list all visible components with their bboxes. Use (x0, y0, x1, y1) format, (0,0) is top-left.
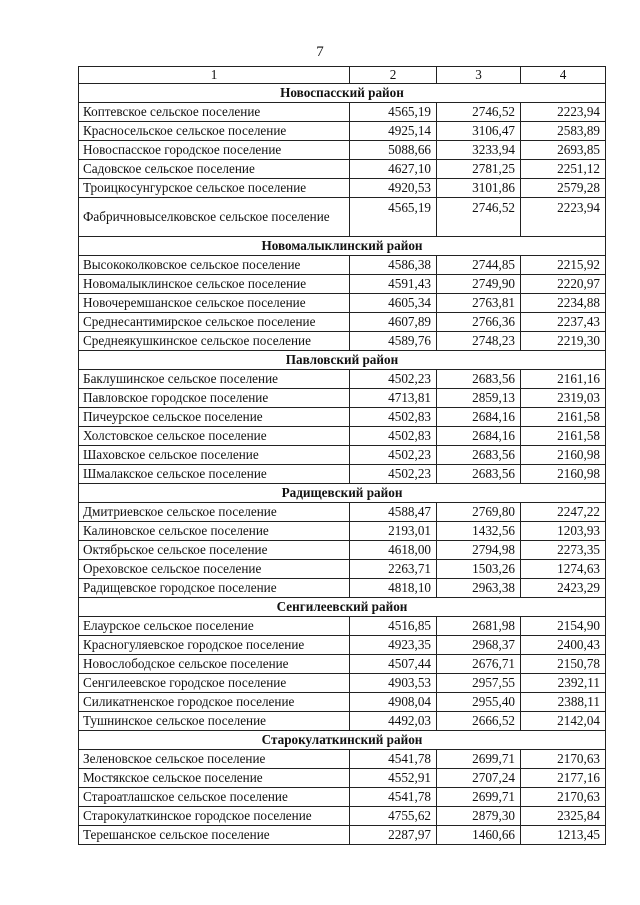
value-col-4: 2170,63 (521, 788, 606, 807)
value-col-2: 4565,19 (350, 103, 437, 122)
value-col-2: 4541,78 (350, 750, 437, 769)
value-col-2: 4908,04 (350, 693, 437, 712)
table-row (79, 541, 606, 560)
value-col-2: 4591,43 (350, 275, 437, 294)
value-col-2: 4565,19 (350, 198, 437, 237)
settlement-name: Старокулаткинское городское поселение (79, 807, 350, 826)
value-col-4: 2215,92 (521, 256, 606, 275)
settlement-name: Тушнинское сельское поселение (79, 712, 350, 731)
value-col-4: 2170,63 (521, 750, 606, 769)
settlement-name: Елаурское сельское поселение (79, 617, 350, 636)
settlement-name: Шмалакское сельское поселение (79, 465, 350, 484)
settlement-name: Октябрьское сельское поселение (79, 541, 350, 560)
settlement-name: Новоспасское городское поселение (79, 141, 350, 160)
value-col-2: 4713,81 (350, 389, 437, 408)
table-row (79, 122, 606, 141)
value-col-4: 2219,30 (521, 332, 606, 351)
table-row (79, 465, 606, 484)
column-header: 2 (350, 67, 437, 84)
value-col-3: 2744,85 (437, 256, 521, 275)
table-row (79, 370, 606, 389)
table-row (79, 389, 606, 408)
value-col-2: 4818,10 (350, 579, 437, 598)
value-col-4: 2388,11 (521, 693, 606, 712)
value-col-4: 2161,58 (521, 427, 606, 446)
settlement-name: Ореховское сельское поселение (79, 560, 350, 579)
value-col-2: 2193,01 (350, 522, 437, 541)
value-col-2: 4618,00 (350, 541, 437, 560)
value-col-2: 2263,71 (350, 560, 437, 579)
value-col-2: 4516,85 (350, 617, 437, 636)
value-col-2: 4589,76 (350, 332, 437, 351)
value-col-4: 2319,03 (521, 389, 606, 408)
value-col-4: 1213,45 (521, 826, 606, 845)
value-col-4: 2251,12 (521, 160, 606, 179)
value-col-3: 3106,47 (437, 122, 521, 141)
value-col-2: 4920,53 (350, 179, 437, 198)
settlement-name: Староатлашское сельское поселение (79, 788, 350, 807)
value-col-2: 4903,53 (350, 674, 437, 693)
settlement-name: Павловское городское поселение (79, 389, 350, 408)
table-row (79, 807, 606, 826)
value-col-2: 4588,47 (350, 503, 437, 522)
value-col-3: 2676,71 (437, 655, 521, 674)
value-col-3: 2968,37 (437, 636, 521, 655)
value-col-3: 2707,24 (437, 769, 521, 788)
column-header-row (79, 67, 606, 84)
value-col-3: 2763,81 (437, 294, 521, 313)
settlement-name: Сенгилеевское городское поселение (79, 674, 350, 693)
value-col-3: 2699,71 (437, 750, 521, 769)
value-col-4: 2161,58 (521, 408, 606, 427)
table-row (79, 446, 606, 465)
value-col-4: 2247,22 (521, 503, 606, 522)
value-col-3: 2683,56 (437, 446, 521, 465)
value-col-3: 3233,94 (437, 141, 521, 160)
district-header-row (79, 351, 606, 370)
settlement-name: Зеленовское сельское поселение (79, 750, 350, 769)
value-col-3: 2684,16 (437, 427, 521, 446)
value-col-2: 4502,83 (350, 427, 437, 446)
table-row (79, 674, 606, 693)
value-col-3: 2781,25 (437, 160, 521, 179)
value-col-4: 2160,98 (521, 465, 606, 484)
table-row (79, 579, 606, 598)
value-col-2: 4507,44 (350, 655, 437, 674)
settlement-name: Радищевское городское поселение (79, 579, 350, 598)
district-name: Старокулаткинский район (79, 731, 606, 750)
value-col-4: 2161,16 (521, 370, 606, 389)
value-col-3: 2859,13 (437, 389, 521, 408)
district-header-row (79, 84, 606, 103)
value-col-3: 2666,52 (437, 712, 521, 731)
value-col-2: 4541,78 (350, 788, 437, 807)
district-name: Сенгилеевский район (79, 598, 606, 617)
settlement-name: Шаховское сельское поселение (79, 446, 350, 465)
value-col-3: 1503,26 (437, 560, 521, 579)
value-col-3: 2746,52 (437, 198, 521, 237)
value-col-3: 2879,30 (437, 807, 521, 826)
value-col-4: 2234,88 (521, 294, 606, 313)
value-col-4: 2220,97 (521, 275, 606, 294)
value-col-3: 2699,71 (437, 788, 521, 807)
value-col-3: 1432,56 (437, 522, 521, 541)
value-col-3: 2963,38 (437, 579, 521, 598)
column-header: 1 (79, 67, 350, 84)
table-row (79, 198, 606, 237)
value-col-4: 2273,35 (521, 541, 606, 560)
table-body (79, 84, 606, 845)
settlement-name: Пичеурское сельское поселение (79, 408, 350, 427)
value-col-4: 1203,93 (521, 522, 606, 541)
table-row (79, 256, 606, 275)
value-col-2: 4607,89 (350, 313, 437, 332)
settlement-name: Среднеякушкинское сельское поселение (79, 332, 350, 351)
district-name: Павловский район (79, 351, 606, 370)
table-row (79, 617, 606, 636)
value-col-3: 2748,23 (437, 332, 521, 351)
value-col-4: 2237,43 (521, 313, 606, 332)
value-col-4: 2154,90 (521, 617, 606, 636)
value-col-4: 2142,04 (521, 712, 606, 731)
column-header: 4 (521, 67, 606, 84)
value-col-3: 1460,66 (437, 826, 521, 845)
table-row (79, 160, 606, 179)
table-row (79, 141, 606, 160)
table-row (79, 788, 606, 807)
value-col-4: 2223,94 (521, 198, 606, 237)
table-row (79, 503, 606, 522)
value-col-2: 4502,23 (350, 370, 437, 389)
value-col-3: 3101,86 (437, 179, 521, 198)
value-col-4: 2583,89 (521, 122, 606, 141)
value-col-3: 2794,98 (437, 541, 521, 560)
value-col-2: 4627,10 (350, 160, 437, 179)
settlements-table (78, 66, 606, 845)
value-col-3: 2681,98 (437, 617, 521, 636)
settlement-name: Красногуляевское городское поселение (79, 636, 350, 655)
value-col-4: 2579,28 (521, 179, 606, 198)
value-col-4: 2223,94 (521, 103, 606, 122)
settlement-name: Силикатненское городское поселение (79, 693, 350, 712)
table-row (79, 826, 606, 845)
column-header: 3 (437, 67, 521, 84)
value-col-2: 4502,23 (350, 446, 437, 465)
table-row (79, 655, 606, 674)
table-row (79, 275, 606, 294)
value-col-2: 4502,83 (350, 408, 437, 427)
value-col-3: 2766,36 (437, 313, 521, 332)
value-col-2: 4605,34 (350, 294, 437, 313)
value-col-4: 2150,78 (521, 655, 606, 674)
page-number: 7 (316, 44, 324, 60)
value-col-2: 4925,14 (350, 122, 437, 141)
table-row (79, 408, 606, 427)
district-header-row (79, 731, 606, 750)
settlement-name: Калиновское сельское поселение (79, 522, 350, 541)
value-col-4: 2400,43 (521, 636, 606, 655)
settlement-name: Троицкосунгурское сельское поселение (79, 179, 350, 198)
value-col-2: 4586,38 (350, 256, 437, 275)
district-header-row (79, 237, 606, 256)
table-row (79, 712, 606, 731)
settlement-name: Фабричновыселковское сельское поселение (79, 198, 350, 237)
value-col-3: 2957,55 (437, 674, 521, 693)
district-header-row (79, 484, 606, 503)
value-col-4: 2392,11 (521, 674, 606, 693)
settlement-name: Садовское сельское поселение (79, 160, 350, 179)
value-col-2: 4492,03 (350, 712, 437, 731)
value-col-2: 4502,23 (350, 465, 437, 484)
table-row (79, 750, 606, 769)
table-row (79, 179, 606, 198)
settlement-name: Красносельское сельское поселение (79, 122, 350, 141)
table-row (79, 560, 606, 579)
value-col-4: 2693,85 (521, 141, 606, 160)
settlement-name: Новочеремшанское сельское поселение (79, 294, 350, 313)
value-col-2: 4755,62 (350, 807, 437, 826)
value-col-2: 4552,91 (350, 769, 437, 788)
value-col-3: 2683,56 (437, 465, 521, 484)
settlement-name: Новомалыклинское сельское поселение (79, 275, 350, 294)
value-col-4: 2177,16 (521, 769, 606, 788)
settlement-name: Высококолковское сельское поселение (79, 256, 350, 275)
value-col-2: 5088,66 (350, 141, 437, 160)
district-name: Новоспасский район (79, 84, 606, 103)
settlement-name: Холстовское сельское поселение (79, 427, 350, 446)
value-col-4: 1274,63 (521, 560, 606, 579)
table-row (79, 693, 606, 712)
value-col-3: 2746,52 (437, 103, 521, 122)
settlement-name: Терешанское сельское поселение (79, 826, 350, 845)
value-col-3: 2955,40 (437, 693, 521, 712)
table-row (79, 313, 606, 332)
value-col-2: 2287,97 (350, 826, 437, 845)
district-name: Радищевский район (79, 484, 606, 503)
value-col-4: 2325,84 (521, 807, 606, 826)
settlement-name: Дмитриевское сельское поселение (79, 503, 350, 522)
table-row (79, 522, 606, 541)
settlement-name: Мостякское сельское поселение (79, 769, 350, 788)
value-col-3: 2749,90 (437, 275, 521, 294)
value-col-3: 2683,56 (437, 370, 521, 389)
value-col-4: 2160,98 (521, 446, 606, 465)
district-name: Новомалыклинский район (79, 237, 606, 256)
settlement-name: Новослободское сельское поселение (79, 655, 350, 674)
district-header-row (79, 598, 606, 617)
value-col-3: 2684,16 (437, 408, 521, 427)
settlement-name: Коптевское сельское поселение (79, 103, 350, 122)
table-row (79, 769, 606, 788)
table-row (79, 294, 606, 313)
settlement-name: Баклушинское сельское поселение (79, 370, 350, 389)
table-row (79, 427, 606, 446)
settlement-name: Среднесантимирское сельское поселение (79, 313, 350, 332)
value-col-3: 2769,80 (437, 503, 521, 522)
value-col-2: 4923,35 (350, 636, 437, 655)
table-row (79, 332, 606, 351)
value-col-4: 2423,29 (521, 579, 606, 598)
table-row (79, 103, 606, 122)
table-row (79, 636, 606, 655)
